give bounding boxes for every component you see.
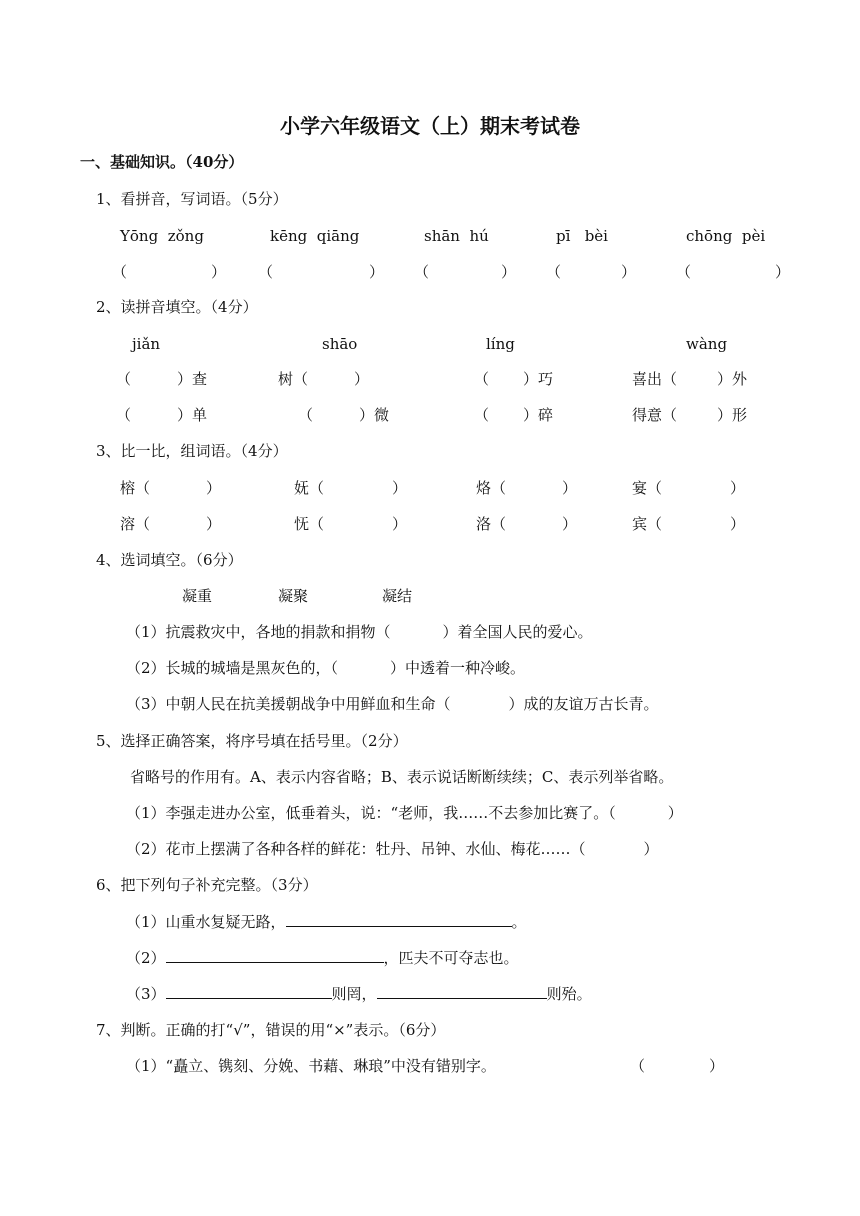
q2-pinyin-1: jiǎn — [132, 335, 161, 353]
q6-sentence-1[interactable]: （1）山重水复疑无路， 。 — [126, 913, 527, 931]
q3-row1-item-3[interactable]: 烙（ ） — [476, 479, 578, 497]
q2-row1-item-1[interactable]: （ ）查 — [116, 370, 208, 388]
q6-sentence-2[interactable]: （2） ，匹夫不可夺志也。 — [126, 949, 519, 967]
page-title: 小学六年级语文（上）期末考试卷 — [280, 114, 580, 138]
q4-sentence-3[interactable]: （3）中朝人民在抗美援朝战争中用鲜血和生命（ ）成的友谊万古长青。 — [126, 695, 659, 713]
q5-heading: 5、选择正确答案，将序号填在括号里。（2分） — [96, 732, 408, 750]
q6-heading: 6、把下列句子补充完整。（3分） — [96, 876, 318, 894]
q2-row1-item-4[interactable]: 喜出（ ）外 — [632, 370, 748, 388]
q2-pinyin-3: líng — [486, 335, 515, 353]
q2-heading: 2、读拼音填空。（4分） — [96, 298, 258, 316]
q4-word-1: 凝重 — [182, 587, 213, 605]
q1-answer-box-5[interactable]: （ ） — [676, 263, 791, 281]
q3-row1-item-4[interactable]: 宴（ ） — [632, 479, 746, 497]
q2-row2-item-4[interactable]: 得意（ ）形 — [632, 406, 748, 424]
q5-sentence-2[interactable]: （2）花市上摆满了各种各样的鲜花：牡丹、吊钟、水仙、梅花……（ ） — [126, 840, 659, 858]
q2-pinyin-2: shāo — [322, 335, 358, 353]
q1-pinyin-3: shān hú — [424, 227, 489, 245]
q4-heading: 4、选词填空。（6分） — [96, 551, 243, 569]
q6-blank-1[interactable] — [286, 912, 512, 927]
section-1-heading: 一、基础知识。（40分） — [80, 153, 244, 171]
q1-heading: 1、看拼音，写词语。（5分） — [96, 190, 288, 208]
q7-heading: 7、判断。正确的打“√”，错误的用“×”表示。（6分） — [96, 1021, 446, 1039]
q1-pinyin-1: Yōng zǒng — [120, 227, 204, 245]
q6-blank-4[interactable] — [377, 984, 547, 999]
q6-sentence-3[interactable]: （3） 则罔， 则殆。 — [126, 985, 592, 1003]
q2-pinyin-4: wàng — [686, 335, 728, 353]
q5-intro: 省略号的作用有。A、表示内容省略；B、表示说话断断续续；C、表示列举省略。 — [130, 768, 674, 786]
q3-row1-item-2[interactable]: 妩（ ） — [294, 479, 408, 497]
q4-sentence-2[interactable]: （2）长城的城墙是黑灰色的，（ ）中透着一种冷峻。 — [126, 659, 526, 677]
q3-row1-item-1[interactable]: 榕（ ） — [120, 479, 222, 497]
q1-answer-box-1[interactable]: （ ） — [112, 263, 227, 281]
q4-sentence-1[interactable]: （1）抗震救灾中，各地的捐款和捐物（ ）着全国人民的爱心。 — [126, 623, 593, 641]
q3-row2-item-2[interactable]: 怃（ ） — [294, 515, 408, 533]
q4-word-3: 凝结 — [382, 587, 413, 605]
q6-blank-3[interactable] — [166, 984, 332, 999]
q2-row2-item-3[interactable]: （ ）碎 — [474, 406, 554, 424]
q1-pinyin-4: pī bèi — [556, 227, 608, 245]
q2-row2-item-1[interactable]: （ ）单 — [116, 406, 208, 424]
q5-sentence-1[interactable]: （1）李强走进办公室，低垂着头，说：“老师，我……不去参加比赛了。（ ） — [126, 804, 683, 822]
q7-statement-1: （1）“矗立、镌刻、分娩、书藉、琳琅”中没有错别字。 — [126, 1057, 496, 1075]
q4-word-2: 凝聚 — [278, 587, 309, 605]
q3-row2-item-1[interactable]: 溶（ ） — [120, 515, 222, 533]
q1-answer-box-3[interactable]: （ ） — [414, 263, 517, 281]
q1-pinyin-2: kēng qiāng — [270, 227, 360, 245]
q3-row2-item-4[interactable]: 宾（ ） — [632, 515, 746, 533]
q1-answer-box-2[interactable]: （ ） — [258, 263, 385, 281]
q3-heading: 3、比一比，组词语。（4分） — [96, 442, 288, 460]
q2-row1-item-2[interactable]: 树（ ） — [278, 370, 370, 388]
q7-answer-box-1[interactable]: （ ） — [630, 1057, 725, 1075]
q1-pinyin-5: chōng pèi — [686, 227, 766, 245]
q3-row2-item-3[interactable]: 洛（ ） — [476, 515, 578, 533]
q2-row1-item-3[interactable]: （ ）巧 — [474, 370, 554, 388]
q2-row2-item-2[interactable]: （ ）微 — [298, 406, 390, 424]
q6-blank-2[interactable] — [166, 948, 384, 963]
q1-answer-box-4[interactable]: （ ） — [546, 263, 637, 281]
